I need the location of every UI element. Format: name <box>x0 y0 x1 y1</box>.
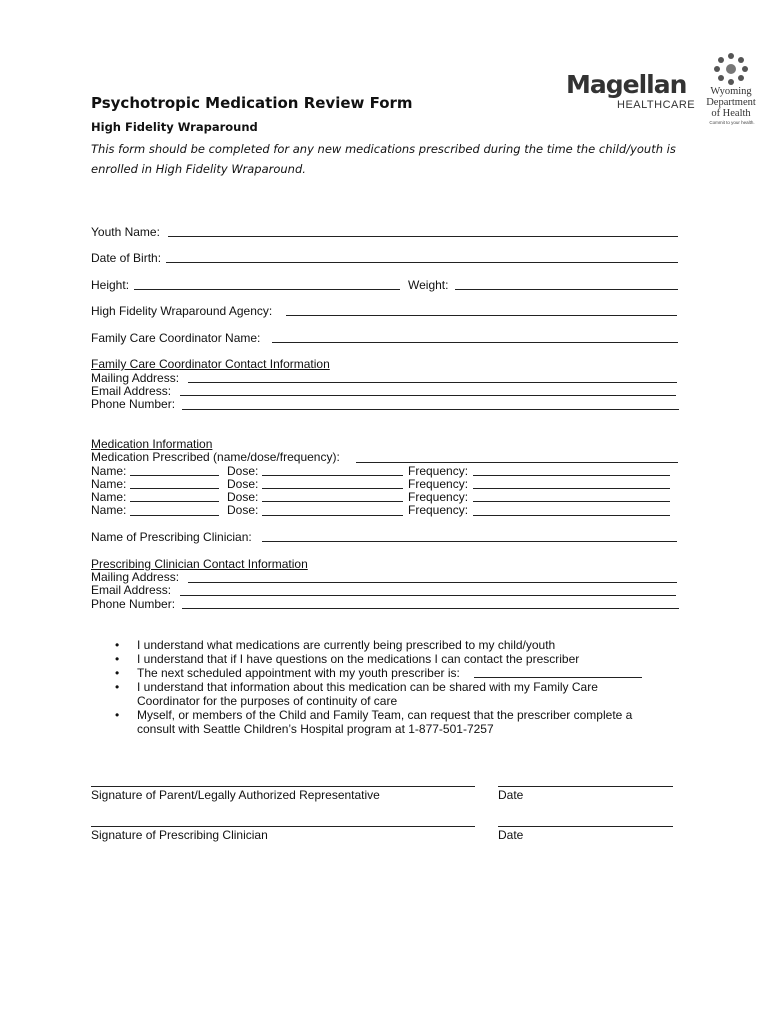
fcc-phone-field[interactable] <box>182 409 679 410</box>
med-row-3-freq-label: Frequency: <box>408 490 469 504</box>
fcc-email-field[interactable] <box>180 395 676 396</box>
parent-signature-field[interactable] <box>91 786 475 787</box>
ack-item-4-line-2: Coordinator for the purposes of continuity of care <box>137 694 398 708</box>
parent-date-label: Date <box>498 788 524 802</box>
form-intro <box>91 139 691 179</box>
clinician-name-label: Name of Prescribing Clinician: <box>91 530 252 544</box>
ack-item-5-line-1: Myself, or members of the Child and Family Team, can request that the prescriber complete a <box>137 708 633 722</box>
form-title: Psychotropic Medication Review Form <box>91 94 413 112</box>
med-row-1-name-field[interactable] <box>130 475 219 476</box>
med-row-2-name-field[interactable] <box>130 488 219 489</box>
clinician-mailing-field[interactable] <box>188 582 677 583</box>
dob-field[interactable] <box>166 262 678 263</box>
med-row-2-dose-field[interactable] <box>262 488 403 489</box>
bullet-1: • <box>115 638 120 652</box>
fcc-mailing-label: Mailing Address: <box>91 371 180 385</box>
clinician-phone-label: Phone Number: <box>91 597 176 611</box>
med-row-3-dose-field[interactable] <box>262 501 403 502</box>
height-label: Height: <box>91 278 130 292</box>
fcc-name-label: Family Care Coordinator Name: <box>91 331 261 345</box>
medication-heading: Medication Information <box>91 437 213 451</box>
clinician-email-field[interactable] <box>180 595 676 596</box>
medication-prescribed-field[interactable] <box>356 462 678 463</box>
clinician-contact-heading: Prescribing Clinician Contact Information <box>91 557 308 571</box>
med-row-1-name-label: Name: <box>91 464 127 478</box>
bullet-2: • <box>115 652 120 666</box>
bullet-5: • <box>115 708 120 722</box>
med-row-3-freq-field[interactable] <box>473 501 670 502</box>
bullet-3: • <box>115 666 120 680</box>
youth-name-field[interactable] <box>168 236 678 237</box>
medication-prescribed-label: Medication Prescribed (name/dose/frequency): <box>91 450 340 464</box>
parent-date-field[interactable] <box>498 786 673 787</box>
med-row-3-dose-label: Dose: <box>227 490 259 504</box>
clinician-signature-label: Signature of Prescribing Clinician <box>91 828 268 842</box>
med-row-2-freq-field[interactable] <box>473 488 670 489</box>
magellan-logo-text: Magellan <box>566 70 687 99</box>
clinician-mailing-label: Mailing Address: <box>91 570 180 584</box>
weight-label: Weight: <box>408 278 449 292</box>
clinician-email-label: Email Address: <box>91 583 172 597</box>
med-row-4-name-field[interactable] <box>130 515 219 516</box>
ack-item-2: I understand that if I have questions on the medications I can contact the prescriber <box>137 652 580 666</box>
bullet-4: • <box>115 680 120 694</box>
form-subtitle: High Fidelity Wraparound <box>91 120 258 134</box>
clinician-date-label: Date <box>498 828 524 842</box>
magellan-logo-subtext: HEALTHCARE <box>617 99 696 111</box>
ack-item-5-line-2: consult with Seattle Children’s Hospital program at 1-877-501-7257 <box>137 722 494 736</box>
med-row-1-freq-label: Frequency: <box>408 464 469 478</box>
next-appointment-field[interactable] <box>474 677 642 678</box>
wyoming-logo-text <box>700 86 762 119</box>
intro-line-2: enrolled in High Fidelity Wraparound. <box>91 162 306 176</box>
parent-signature-label: Signature of Parent/Legally Authorized Representative <box>91 788 380 802</box>
agency-field[interactable] <box>286 315 677 316</box>
wyoming-line-3: of Health <box>711 108 751 119</box>
med-row-2-dose-label: Dose: <box>227 477 259 491</box>
med-row-4-dose-field[interactable] <box>262 515 403 516</box>
wyoming-line-2: Department <box>706 97 756 108</box>
weight-field[interactable] <box>455 289 678 290</box>
youth-name-label: Youth Name: <box>91 225 160 239</box>
med-row-1-dose-field[interactable] <box>262 475 403 476</box>
height-field[interactable] <box>134 289 400 290</box>
wyoming-seal-icon <box>712 52 750 86</box>
clinician-name-field[interactable] <box>262 541 677 542</box>
fcc-phone-label: Phone Number: <box>91 397 176 411</box>
med-row-1-dose-label: Dose: <box>227 464 259 478</box>
ack-item-1: I understand what medications are currently being prescribed to my child/youth <box>137 638 556 652</box>
fcc-contact-heading: Family Care Coordinator Contact Information <box>91 357 330 371</box>
clinician-signature-field[interactable] <box>91 826 475 827</box>
med-row-4-name-label: Name: <box>91 503 127 517</box>
med-row-2-freq-label: Frequency: <box>408 477 469 491</box>
ack-item-4-line-1: I understand that information about this medication can be shared with my Family Care <box>137 680 598 694</box>
wyoming-tagline: Commit to your health. <box>709 120 755 125</box>
med-row-4-freq-field[interactable] <box>473 515 670 516</box>
med-row-1-freq-field[interactable] <box>473 475 670 476</box>
ack-item-3: The next scheduled appointment with my youth prescriber is: <box>137 666 460 680</box>
intro-line-1: This form should be completed for any new medications prescribed during the time the child/youth is <box>91 142 676 156</box>
clinician-date-field[interactable] <box>498 826 673 827</box>
fcc-mailing-field[interactable] <box>188 382 677 383</box>
med-row-2-name-label: Name: <box>91 477 127 491</box>
med-row-3-name-field[interactable] <box>130 501 219 502</box>
fcc-name-field[interactable] <box>272 342 678 343</box>
wyoming-line-1: Wyoming <box>710 86 752 97</box>
med-row-4-freq-label: Frequency: <box>408 503 469 517</box>
med-row-4-dose-label: Dose: <box>227 503 259 517</box>
clinician-phone-field[interactable] <box>182 608 679 609</box>
med-row-3-name-label: Name: <box>91 490 127 504</box>
fcc-email-label: Email Address: <box>91 384 172 398</box>
dob-label: Date of Birth: <box>91 251 162 265</box>
agency-label: High Fidelity Wraparound Agency: <box>91 304 273 318</box>
